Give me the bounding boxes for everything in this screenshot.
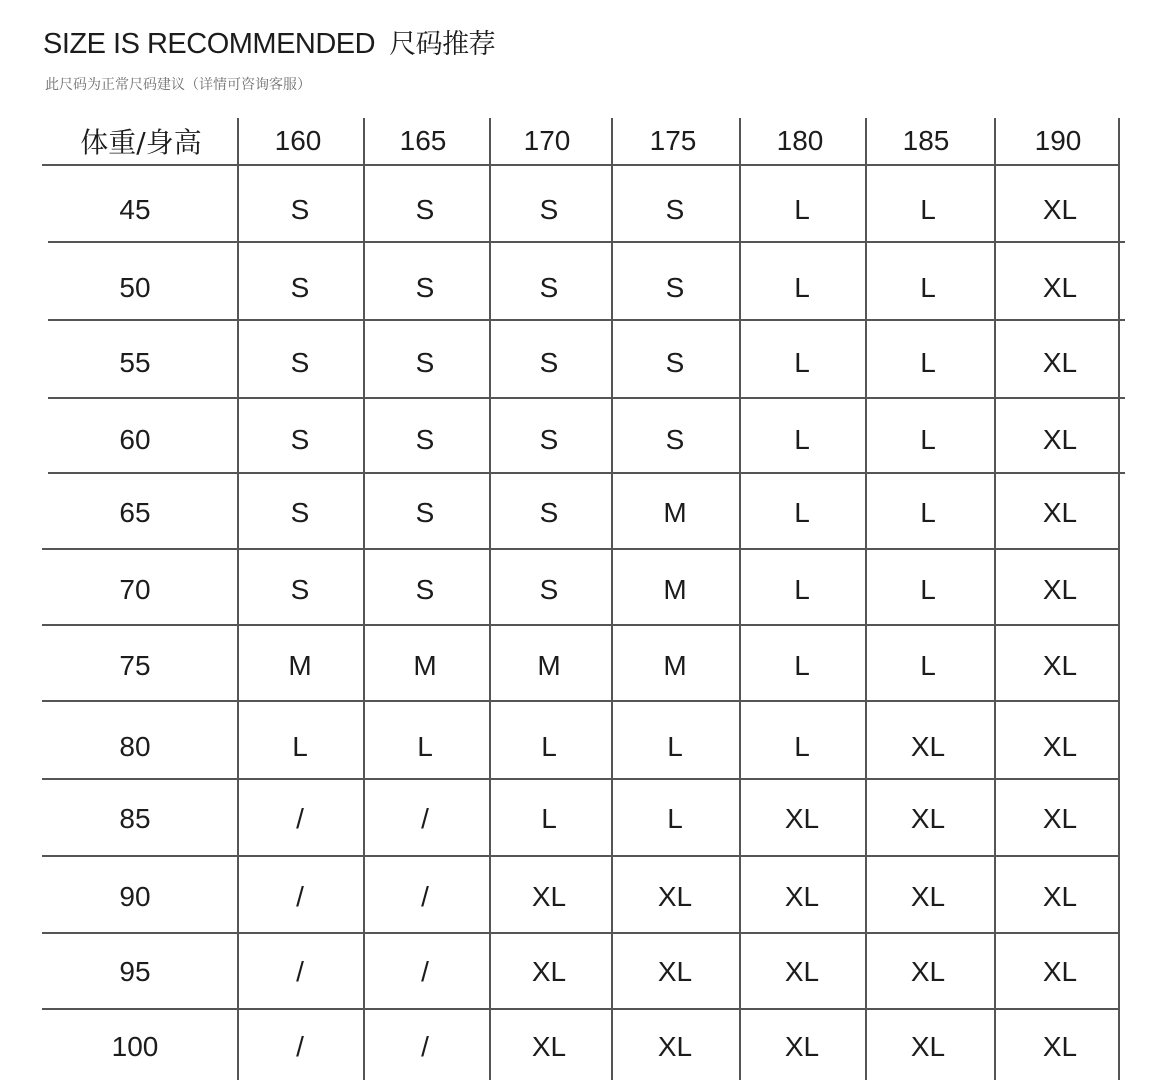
size-cell: XL bbox=[657, 881, 693, 912]
size-cell: XL bbox=[1042, 497, 1078, 528]
size-cell: XL bbox=[657, 956, 693, 987]
size-cell: XL bbox=[784, 956, 820, 987]
size-cell: S bbox=[539, 272, 559, 303]
column-divider bbox=[237, 118, 239, 1080]
size-cell: M bbox=[663, 574, 687, 605]
size-cell: L bbox=[794, 424, 810, 455]
row-divider bbox=[42, 778, 1118, 780]
size-cell: XL bbox=[531, 1031, 567, 1062]
size-cell: S bbox=[539, 574, 559, 605]
size-cell: S bbox=[539, 347, 559, 378]
row-divider bbox=[48, 319, 1125, 321]
size-cell: L bbox=[794, 497, 810, 528]
size-cell: / bbox=[296, 881, 304, 912]
row-divider bbox=[48, 472, 1125, 474]
size-cell: S bbox=[415, 272, 435, 303]
header-height: 160 bbox=[274, 125, 322, 156]
size-cell: / bbox=[421, 956, 429, 987]
row-weight: 95 bbox=[119, 956, 151, 987]
size-cell: M bbox=[288, 650, 312, 681]
header-height: 170 bbox=[523, 125, 571, 156]
size-cell: XL bbox=[1042, 803, 1078, 834]
size-cell: L bbox=[667, 803, 683, 834]
size-cell: L bbox=[417, 731, 433, 762]
size-cell: XL bbox=[1042, 194, 1078, 225]
size-cell: L bbox=[292, 731, 308, 762]
row-weight: 70 bbox=[119, 574, 151, 605]
size-cell: XL bbox=[531, 881, 567, 912]
size-cell: / bbox=[421, 1031, 429, 1062]
column-divider bbox=[363, 118, 365, 1080]
header-height: 175 bbox=[649, 125, 697, 156]
size-cell: L bbox=[920, 424, 936, 455]
size-cell: XL bbox=[1042, 1031, 1078, 1062]
size-cell: XL bbox=[910, 731, 946, 762]
column-divider bbox=[611, 118, 613, 1080]
size-cell: XL bbox=[531, 956, 567, 987]
size-cell: XL bbox=[910, 1031, 946, 1062]
row-weight: 75 bbox=[119, 650, 151, 681]
row-divider bbox=[42, 164, 1118, 166]
row-divider bbox=[42, 1008, 1118, 1010]
size-cell: L bbox=[794, 574, 810, 605]
size-cell: L bbox=[541, 803, 557, 834]
size-cell: XL bbox=[784, 803, 820, 834]
size-cell: XL bbox=[1042, 956, 1078, 987]
row-divider bbox=[42, 624, 1118, 626]
size-cell: S bbox=[539, 424, 559, 455]
size-cell: L bbox=[794, 272, 810, 303]
size-cell: XL bbox=[657, 1031, 693, 1062]
size-cell: S bbox=[415, 497, 435, 528]
size-cell: / bbox=[421, 803, 429, 834]
column-divider bbox=[865, 118, 867, 1080]
header-height: 165 bbox=[399, 125, 447, 156]
subtitle-note: 此尺码为正常尺码建议（详情可咨询客服） bbox=[45, 77, 311, 93]
size-cell: M bbox=[663, 650, 687, 681]
size-cell: XL bbox=[1042, 881, 1078, 912]
size-cell: S bbox=[290, 272, 310, 303]
size-cell: S bbox=[415, 424, 435, 455]
size-cell: S bbox=[290, 497, 310, 528]
row-divider bbox=[42, 932, 1118, 934]
size-cell: L bbox=[667, 731, 683, 762]
size-cell: S bbox=[665, 424, 685, 455]
row-divider bbox=[48, 241, 1125, 243]
size-cell: S bbox=[539, 497, 559, 528]
size-cell: XL bbox=[1042, 731, 1078, 762]
size-cell: L bbox=[920, 347, 936, 378]
size-cell: L bbox=[794, 347, 810, 378]
size-cell: L bbox=[541, 731, 557, 762]
size-cell: XL bbox=[1042, 650, 1078, 681]
row-divider bbox=[48, 397, 1125, 399]
size-cell: L bbox=[920, 650, 936, 681]
size-cell: S bbox=[415, 194, 435, 225]
size-cell: XL bbox=[1042, 347, 1078, 378]
size-cell: XL bbox=[910, 881, 946, 912]
row-divider bbox=[42, 700, 1118, 702]
size-cell: S bbox=[290, 347, 310, 378]
size-cell: XL bbox=[910, 803, 946, 834]
column-divider bbox=[489, 118, 491, 1080]
row-weight: 85 bbox=[119, 803, 151, 834]
row-weight: 60 bbox=[119, 424, 151, 455]
size-cell: XL bbox=[784, 1031, 820, 1062]
size-cell: S bbox=[290, 194, 310, 225]
size-cell: S bbox=[539, 194, 559, 225]
size-cell: M bbox=[537, 650, 561, 681]
size-cell: L bbox=[920, 497, 936, 528]
column-divider bbox=[1118, 118, 1120, 1080]
size-cell: L bbox=[920, 194, 936, 225]
size-cell: L bbox=[794, 731, 810, 762]
size-cell: M bbox=[413, 650, 437, 681]
row-weight: 90 bbox=[119, 881, 151, 912]
row-weight: 65 bbox=[119, 497, 151, 528]
size-cell: S bbox=[290, 574, 310, 605]
row-weight: 55 bbox=[119, 347, 151, 378]
size-cell: L bbox=[920, 574, 936, 605]
header-weight-height: 体重/身高 bbox=[80, 126, 202, 159]
size-cell: / bbox=[421, 881, 429, 912]
size-cell: S bbox=[415, 347, 435, 378]
size-cell: L bbox=[794, 194, 810, 225]
size-cell: XL bbox=[910, 956, 946, 987]
header-height: 180 bbox=[776, 125, 824, 156]
row-divider bbox=[42, 855, 1118, 857]
row-weight: 80 bbox=[119, 731, 151, 762]
row-weight: 100 bbox=[111, 1031, 159, 1062]
size-cell: S bbox=[290, 424, 310, 455]
size-cell: / bbox=[296, 1031, 304, 1062]
size-cell: XL bbox=[1042, 424, 1078, 455]
size-cell: L bbox=[794, 650, 810, 681]
column-divider bbox=[739, 118, 741, 1080]
row-weight: 45 bbox=[119, 194, 151, 225]
size-cell: XL bbox=[1042, 574, 1078, 605]
size-cell: XL bbox=[1042, 272, 1078, 303]
size-cell: M bbox=[663, 497, 687, 528]
size-cell: S bbox=[665, 272, 685, 303]
size-cell: / bbox=[296, 956, 304, 987]
size-cell: / bbox=[296, 803, 304, 834]
size-cell: S bbox=[665, 194, 685, 225]
size-cell: XL bbox=[784, 881, 820, 912]
column-divider bbox=[994, 118, 996, 1080]
size-cell: S bbox=[665, 347, 685, 378]
header-height: 185 bbox=[902, 125, 950, 156]
title-chinese: 尺码推荐 bbox=[389, 29, 496, 60]
header-height: 190 bbox=[1034, 125, 1082, 156]
title-english: SIZE IS RECOMMENDED bbox=[43, 28, 376, 60]
row-divider bbox=[42, 548, 1118, 550]
size-cell: L bbox=[920, 272, 936, 303]
row-weight: 50 bbox=[119, 272, 151, 303]
size-cell: S bbox=[415, 574, 435, 605]
